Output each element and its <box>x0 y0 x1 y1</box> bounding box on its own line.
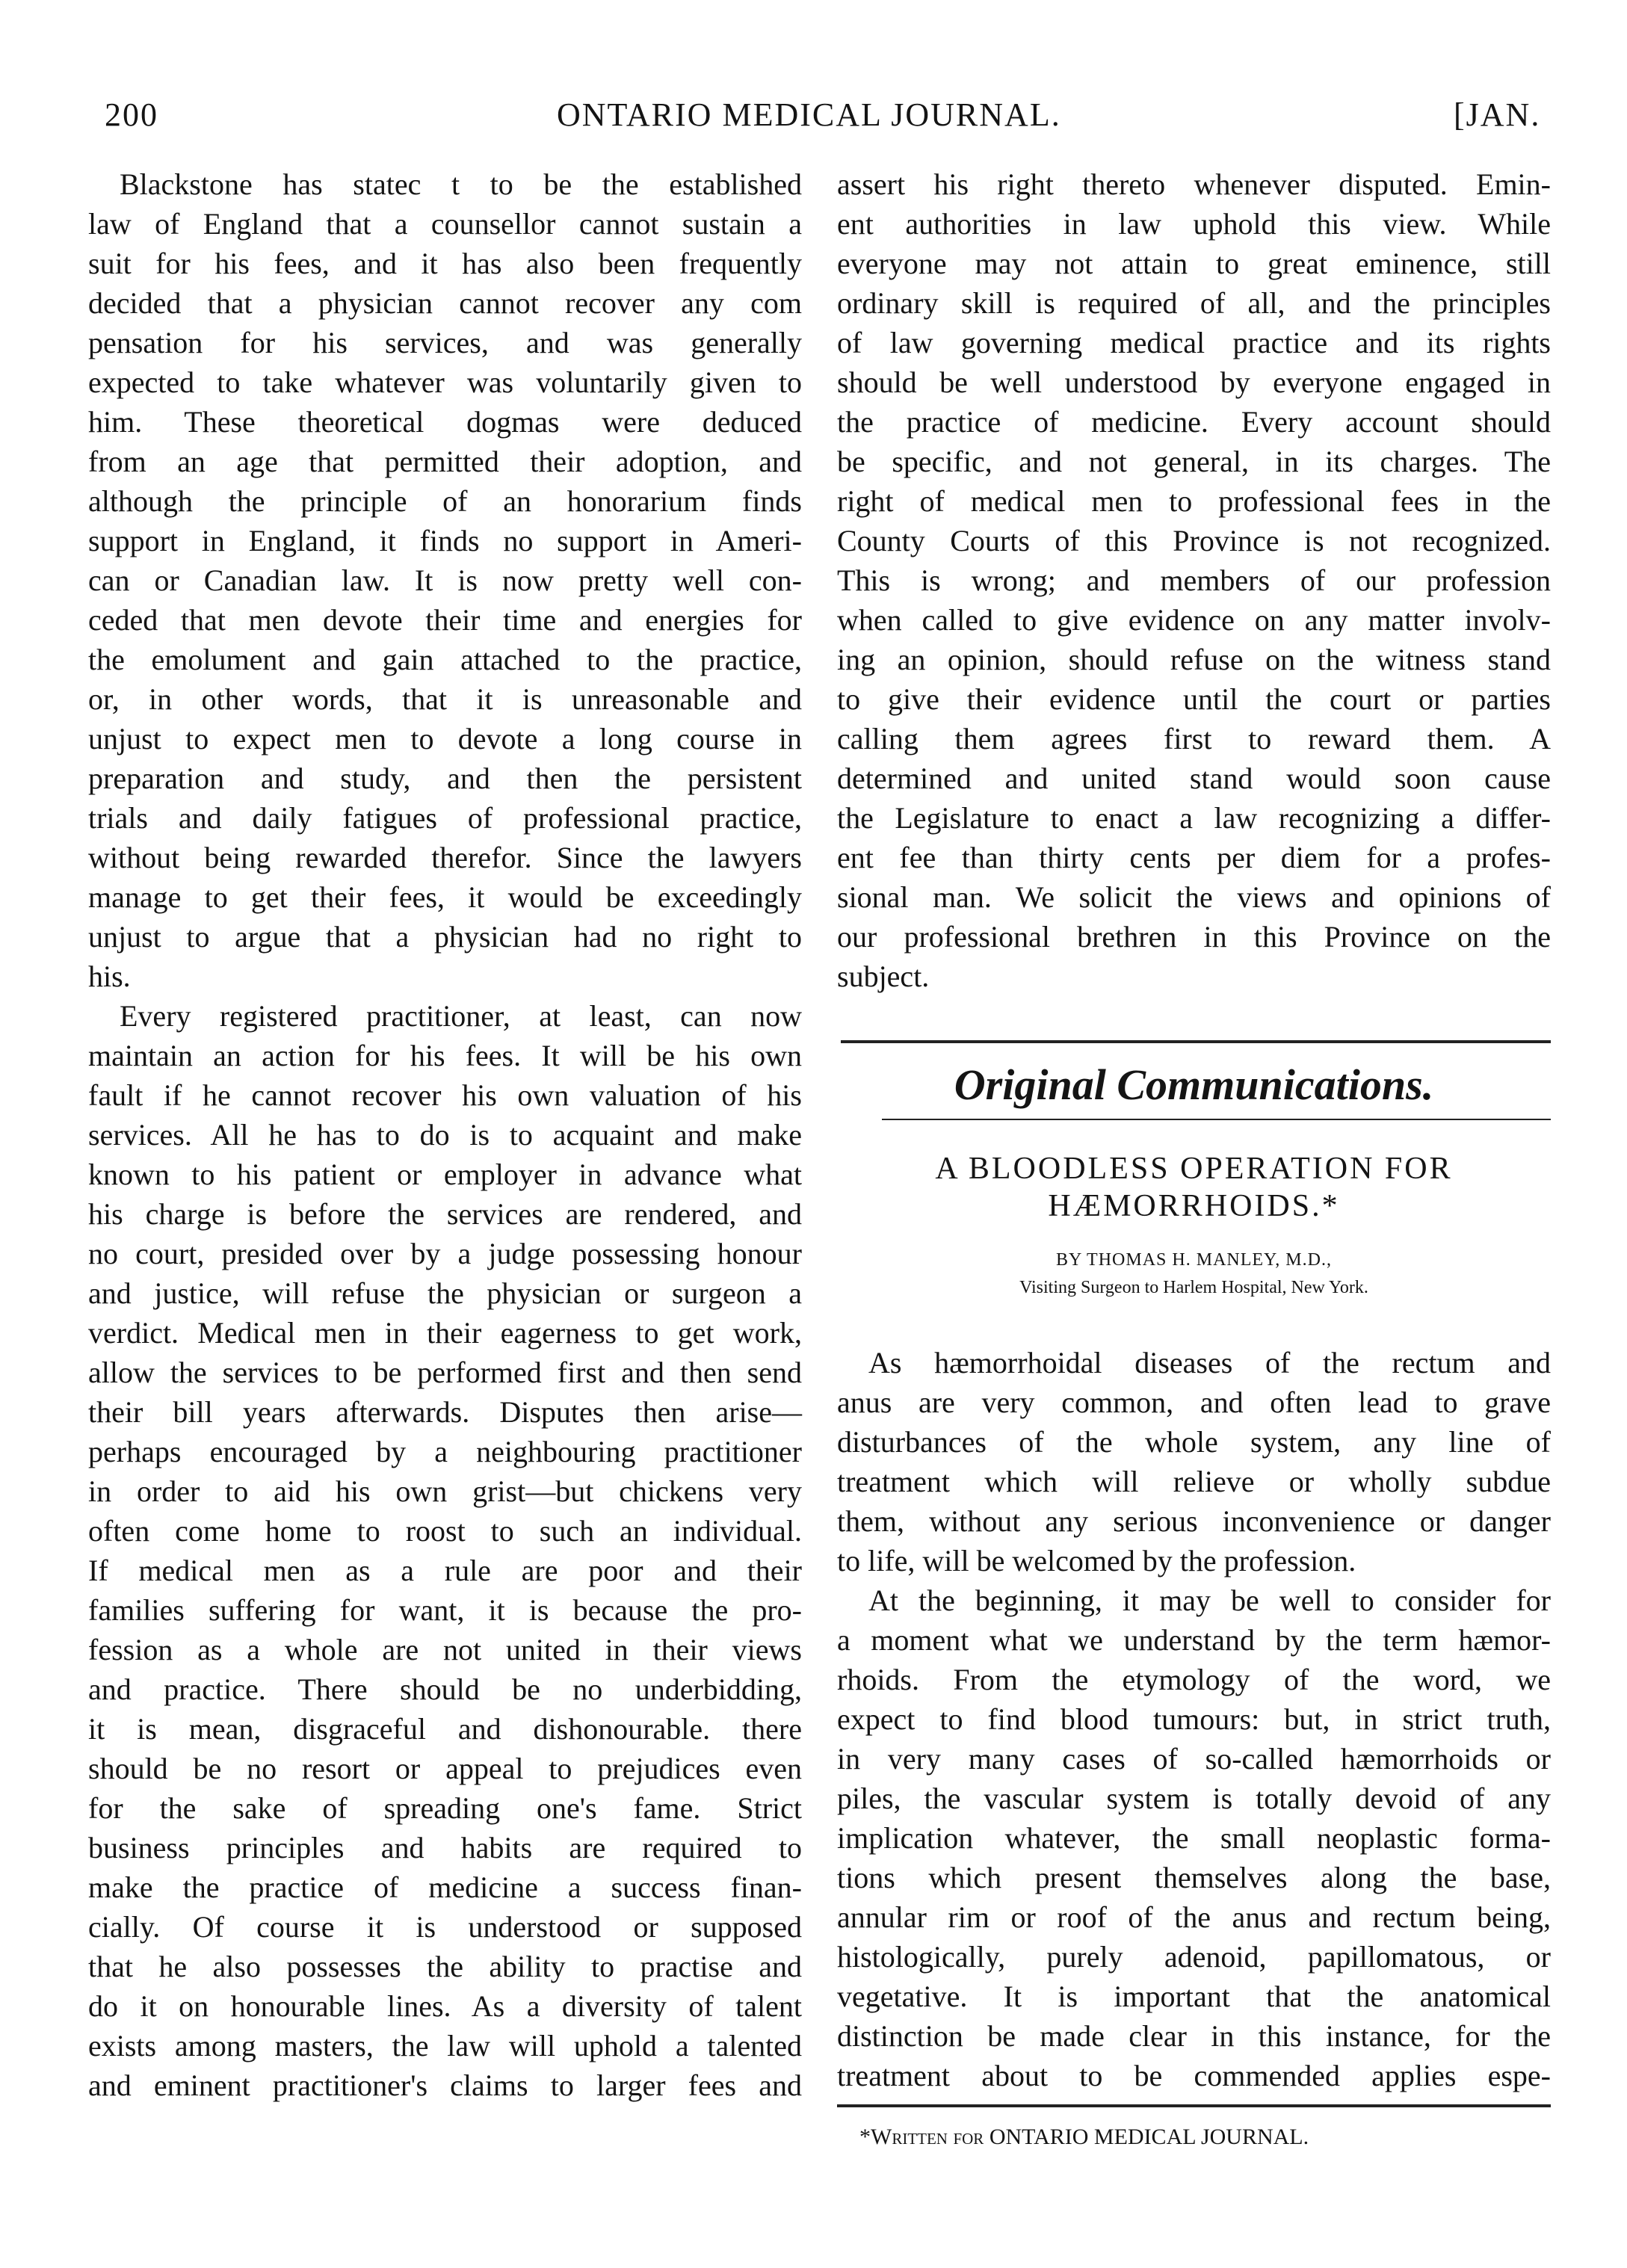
text-line: This is wrong; and members of our profession <box>837 563 1551 597</box>
text-line: support in England, it finds no support in Ameri- <box>88 524 802 557</box>
footnote: *Written for ONTARIO MEDICAL JOURNAL. <box>859 2125 1309 2149</box>
text-line: can or Canadian law. It is now pretty well con- <box>88 563 802 597</box>
text-line: to give their evidence until the court or parties <box>837 682 1551 716</box>
text-line: calling them agrees first to reward them. A <box>837 722 1551 756</box>
text-line: although the principle of an honorarium finds <box>88 484 802 518</box>
text-line: ing an opinion, should refuse on the witness stand <box>837 643 1551 676</box>
text-line: verdict. Medical men in their eagerness to get work, <box>88 1316 802 1350</box>
article-title-line2: HÆMORRHOIDS.* <box>1048 1189 1340 1223</box>
text-line: make the practice of medicine a success finan- <box>88 1870 802 1904</box>
text-line: his charge is before the services are rendered, and <box>88 1197 802 1231</box>
text-line: Blackstone has statec t to be the established <box>120 167 802 201</box>
text-line: annular rim or roof of the anus and rectum being, <box>837 1900 1551 1934</box>
text-line: often come home to roost to such an individual. <box>88 1514 802 1548</box>
text-line: County Courts of this Province is not recognized. <box>837 524 1551 557</box>
text-line: pensation for his services, and was generally <box>88 326 802 359</box>
text-line: law of England that a counsellor cannot sustain a <box>88 207 802 241</box>
text-line: and eminent practitioner's claims to larger fees and <box>88 2068 802 2102</box>
text-line: ordinary skill is required of all, and the principles <box>837 286 1551 320</box>
text-line: treatment which will relieve or wholly subdue <box>837 1465 1551 1498</box>
running-head: ONTARIO MEDICAL JOURNAL. <box>557 96 1061 133</box>
text-line: rhoids. From the etymology of the word, we <box>837 1663 1551 1696</box>
text-line: should be no resort or appeal to prejudices even <box>88 1752 802 1785</box>
text-line: unjust to argue that a physician had no right to <box>88 920 802 954</box>
text-line: do it on honourable lines. As a diversity of talent <box>88 1989 802 2023</box>
text-line: to life, will be welcomed by the profession. <box>837 1544 1356 1578</box>
text-line: the practice of medicine. Every account should <box>837 405 1551 439</box>
footnote-rule <box>837 2104 1551 2107</box>
text-line: As hæmorrhoidal diseases of the rectum and <box>868 1346 1551 1379</box>
text-line: in very many cases of so-called hæmorrhoids or <box>837 1742 1551 1776</box>
text-line: cially. Of course it is understood or supposed <box>88 1910 802 1944</box>
text-line: expected to take whatever was voluntarily given to <box>88 365 802 399</box>
text-line: allow the services to be performed first and then send <box>88 1356 802 1389</box>
text-line: it is mean, disgraceful and dishonourable. there <box>88 1712 802 1746</box>
text-line: their bill years afterwards. Disputes then arise— <box>88 1395 802 1429</box>
text-line: piles, the vascular system is totally devoid of any <box>837 1782 1551 1815</box>
text-line: no court, presided over by a judge possessing honour <box>88 1237 802 1270</box>
text-line: subject. <box>837 960 930 993</box>
text-line: when called to give evidence on any matter involv- <box>837 603 1551 637</box>
left-column <box>88 164 802 2105</box>
article-title-line1: A BLOODLESS OPERATION FOR <box>935 1152 1453 1186</box>
text-line: without being rewarded therefor. Since the lawyers <box>88 841 802 874</box>
text-line: the Legislature to enact a law recognizing a differ- <box>837 801 1551 835</box>
text-line: manage to get their fees, it would be exceedingly <box>88 880 802 914</box>
text-line: them, without any serious inconvenience or danger <box>837 1504 1551 1538</box>
text-line: and justice, will refuse the physician or surgeon a <box>88 1276 802 1310</box>
text-line: families suffering for want, it is because the pro- <box>88 1593 802 1627</box>
text-line: ent authorities in law uphold this view. While <box>837 207 1551 241</box>
text-line: should be well understood by everyone engaged in <box>837 365 1551 399</box>
text-line: maintain an action for his fees. It will be his own <box>88 1039 802 1072</box>
text-line: ceded that men devote their time and energies for <box>88 603 802 637</box>
text-line: perhaps encouraged by a neighbouring practitioner <box>88 1435 802 1468</box>
text-line: the emolument and gain attached to the practice, <box>88 643 802 676</box>
text-line: that he also possesses the ability to practise and <box>88 1950 802 1983</box>
page-number: 200 <box>105 96 158 133</box>
section-rule-top <box>841 1040 1551 1043</box>
text-line: everyone may not attain to great eminence, still <box>837 247 1551 280</box>
text-line: assert his right thereto whenever disputed. Emin- <box>837 167 1551 201</box>
text-line: implication whatever, the small neoplastic forma- <box>837 1821 1551 1855</box>
right-column-continuation <box>837 164 1551 996</box>
text-line: services. All he has to do is to acquaint and make <box>88 1118 802 1152</box>
text-line: a moment what we understand by the term hæmor- <box>837 1623 1551 1657</box>
text-line: known to his patient or employer in advance what <box>88 1158 802 1191</box>
text-line: Every registered practitioner, at least, can now <box>120 999 802 1033</box>
text-line: distinction be made clear in this instance, for the <box>837 2019 1551 2053</box>
text-line: right of medical men to professional fees in the <box>837 484 1551 518</box>
text-line: our professional brethren in this Province on the <box>837 920 1551 954</box>
author-affiliation: Visiting Surgeon to Harlem Hospital, New York. <box>1019 1278 1368 1297</box>
text-line: suit for his fees, and it has also been frequently <box>88 247 802 280</box>
text-line: decided that a physician cannot recover any com <box>88 286 802 320</box>
text-line: fault if he cannot recover his own valuation of his <box>88 1078 802 1112</box>
article-body <box>837 1343 1551 2095</box>
text-line: preparation and study, and then the persistent <box>88 761 802 795</box>
text-line: expect to find blood tumours: but, in strict truth, <box>837 1702 1551 1736</box>
text-line: trials and daily fatigues of professional practice, <box>88 801 802 835</box>
text-line: for the sake of spreading one's fame. Strict <box>88 1791 802 1825</box>
text-line: disturbances of the whole system, any line of <box>837 1425 1551 1459</box>
text-line: in order to aid his own grist—but chickens very <box>88 1474 802 1508</box>
text-line: treatment about to be commended applies espe- <box>837 2059 1551 2092</box>
text-line: histologically, purely adenoid, papillomatous, or <box>837 1940 1551 1974</box>
text-line: exists among masters, the law will uphold a talented <box>88 2029 802 2062</box>
text-line: determined and united stand would soon cause <box>837 761 1551 795</box>
text-line: tions which present themselves along the base, <box>837 1861 1551 1894</box>
text-line: At the beginning, it may be well to consider for <box>868 1583 1551 1617</box>
text-line: his. <box>88 960 131 993</box>
text-line: unjust to expect men to devote a long course in <box>88 722 802 756</box>
text-line: If medical men as a rule are poor and their <box>88 1554 802 1587</box>
text-line: ent fee than thirty cents per diem for a profes- <box>837 841 1551 874</box>
text-line: or, in other words, that it is unreasonable and <box>88 682 802 716</box>
text-line: anus are very common, and often lead to grave <box>837 1385 1551 1419</box>
text-line: sional man. We solicit the views and opinions of <box>837 880 1551 914</box>
text-line: of law governing medical practice and its rights <box>837 326 1551 359</box>
article-byline: BY THOMAS H. MANLEY, M.D., <box>1056 1250 1332 1270</box>
text-line: and practice. There should be no underbidding, <box>88 1672 802 1706</box>
section-heading: Original Communications. <box>954 1060 1434 1109</box>
text-line: vegetative. It is important that the anatomical <box>837 1980 1551 2013</box>
section-rule-bottom <box>882 1119 1551 1120</box>
text-line: business principles and habits are required to <box>88 1831 802 1864</box>
text-line: him. These theoretical dogmas were deduced <box>88 405 802 439</box>
text-line: fession as a whole are not united in their views <box>88 1633 802 1666</box>
text-line: be specific, and not general, in its charges. The <box>837 445 1551 478</box>
issue-month: [JAN. <box>1454 96 1541 133</box>
text-line: from an age that permitted their adoption, and <box>88 445 802 478</box>
